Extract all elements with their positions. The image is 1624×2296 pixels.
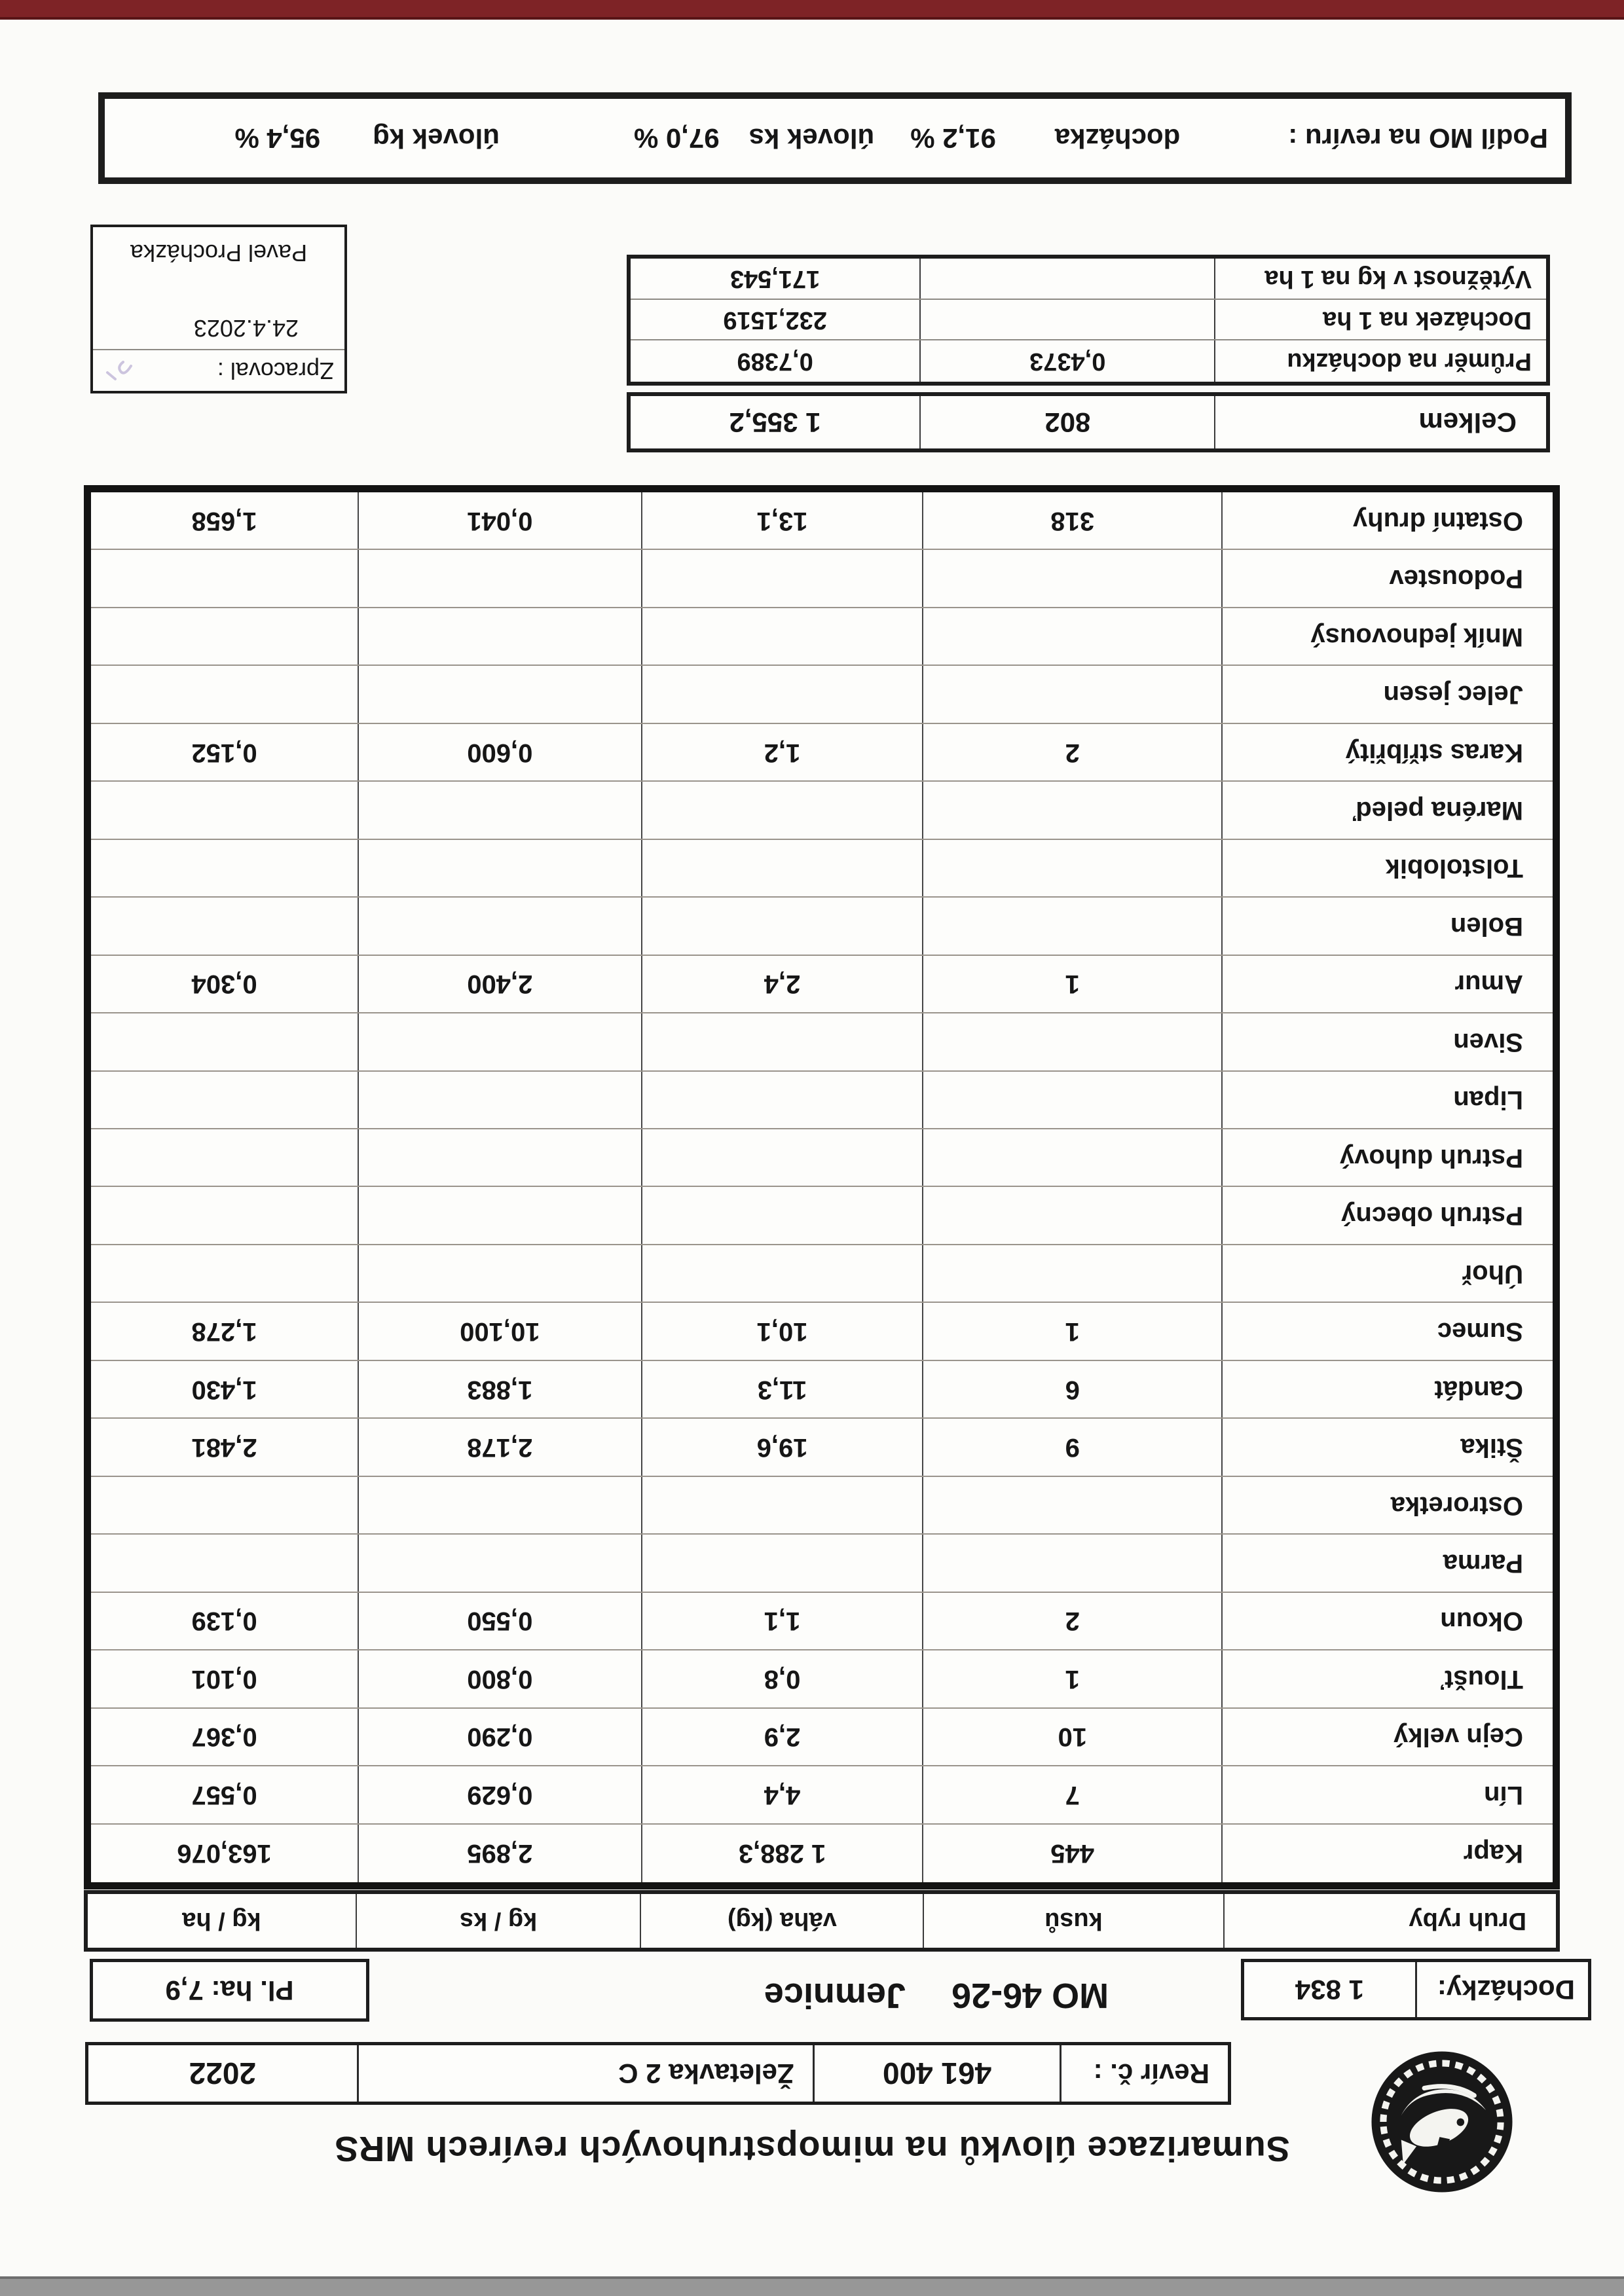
cell-druh: Pstruh obecný (1341, 1201, 1523, 1231)
mrs-fish-logo-icon (1369, 2049, 1515, 2195)
cell-kg-ks (359, 1535, 642, 1591)
col-druh-ryby: Druh ryby (1409, 1907, 1526, 1935)
cell-kg-ks: 0,041 (359, 492, 642, 549)
table-row (91, 782, 1553, 839)
celkem-kusu: 802 (921, 396, 1215, 448)
scan-edge-bottom (0, 2276, 1624, 2296)
cell-kg-ks (359, 1245, 642, 1302)
cell-kg-ks (359, 782, 642, 838)
cell-kg-ks (359, 898, 642, 954)
cell-kg-ks (359, 1072, 642, 1128)
cell-druh: Tloušť (1441, 1664, 1523, 1694)
cell-druh: Parma (1443, 1548, 1523, 1578)
cell-druh: Lín (1484, 1780, 1523, 1810)
podil-key-dochazka: docházka (1054, 123, 1181, 154)
podil-value-ulovek-ks: 97,0 % (633, 123, 720, 154)
table-row (91, 1650, 1553, 1708)
page-title: Sumarizace úlovků na mimopstruhových revírech MRS (334, 2129, 1290, 2168)
summary-row (631, 300, 1546, 341)
cell-kg-ha (91, 1477, 359, 1533)
cell-kg-ks: 2,895 (359, 1825, 642, 1882)
table-row (91, 1709, 1553, 1766)
revir-box (85, 2042, 1231, 2105)
summary-row (631, 259, 1546, 300)
cell-kg-ha (91, 608, 359, 665)
cell-kg-ks (359, 1188, 642, 1244)
cell-druh: Jelec jesen (1383, 680, 1523, 710)
cell-kusu: 1 (923, 1303, 1223, 1359)
cell-vaha: 1,2 (642, 724, 924, 780)
cell-kg-ks: 0,800 (359, 1650, 642, 1707)
cell-druh: Sumec (1437, 1317, 1523, 1347)
dochazky-value: 1 834 (1244, 1962, 1417, 2017)
cell-kusu: 7 (923, 1766, 1223, 1823)
cell-kg-ks (359, 1013, 642, 1070)
podil-key-ulovek-kg: úlovek kg (373, 123, 500, 154)
cell-druh: Karas stříbřitý (1345, 738, 1523, 767)
cell-vaha (642, 666, 924, 722)
pen-mark (102, 357, 135, 386)
cell-druh: Podoustev (1389, 564, 1523, 594)
cell-druh: Úhoř (1462, 1259, 1523, 1288)
mo-code: MO 46-26 (951, 1976, 1109, 2015)
catch-table-header (84, 1890, 1560, 1952)
cell-kusu (923, 782, 1223, 838)
table-row (91, 1361, 1553, 1419)
cell-kusu (923, 550, 1223, 606)
col-kg-ks: kg / ks (357, 1894, 642, 1948)
col-kg-ha: kg / ha (88, 1894, 357, 1948)
cell-kg-ha (91, 1129, 359, 1186)
summary-row (631, 340, 1546, 382)
cell-kg-ks: 0,290 (359, 1709, 642, 1765)
cell-kg-ha (91, 1245, 359, 1302)
cell-kusu: 9 (923, 1419, 1223, 1475)
cell-kg-ha: 1,278 (91, 1303, 359, 1359)
cell-kg-ha (91, 782, 359, 838)
cell-kg-ks (359, 840, 642, 896)
revir-label: Revír č. : (1093, 2058, 1209, 2089)
cell-kusu (923, 898, 1223, 954)
cell-kusu: 445 (923, 1825, 1223, 1882)
cell-kg-ha: 0,304 (91, 956, 359, 1012)
cell-vaha (642, 1535, 924, 1591)
cell-kusu (923, 1013, 1223, 1070)
cell-kg-ks: 0,600 (359, 724, 642, 780)
col-vaha: váha (kg) (641, 1894, 924, 1948)
cell-kusu: 2 (923, 1593, 1223, 1649)
table-row (91, 1245, 1553, 1303)
table-row (91, 1188, 1553, 1245)
cell-kg-ha (91, 1535, 359, 1591)
cell-kg-ha: 0,139 (91, 1593, 359, 1649)
cell-vaha (642, 840, 924, 896)
summary-label: Výtěžnost v kg na 1 ha (1264, 264, 1532, 293)
summary-value-ks (921, 300, 1215, 340)
celkem-row (627, 392, 1550, 452)
summary-value-ks: 0,4373 (921, 340, 1215, 382)
cell-kusu (923, 1072, 1223, 1128)
cell-kg-ks: 2,400 (359, 956, 642, 1012)
table-row (91, 1535, 1553, 1592)
cell-kusu (923, 666, 1223, 722)
cell-kusu (923, 840, 1223, 896)
cell-druh: Pstruh duhový (1339, 1143, 1523, 1173)
podil-key-ulovek-ks: úlovek ks (748, 123, 875, 154)
cell-kg-ks (359, 1477, 642, 1533)
cell-kg-ha: 1,430 (91, 1361, 359, 1417)
revir-year: 2022 (189, 2056, 256, 2090)
cell-kg-ks: 2,178 (359, 1419, 642, 1475)
cell-vaha (642, 1477, 924, 1533)
cell-kusu (923, 1535, 1223, 1591)
cell-kg-ks (359, 666, 642, 722)
table-row (91, 1072, 1553, 1129)
table-row (91, 1129, 1553, 1187)
summary-value-kg: 171,543 (631, 259, 921, 299)
zpracoval-label: Zpracoval : (217, 357, 334, 384)
cell-vaha (642, 1188, 924, 1244)
cell-druh: Bolen (1450, 911, 1523, 941)
summary-label: Docházek na 1 ha (1323, 306, 1532, 334)
table-row (91, 1593, 1553, 1650)
table-row (91, 492, 1553, 550)
cell-kg-ha: 1,658 (91, 492, 359, 549)
summary-value-kg: 232,1519 (631, 300, 921, 340)
cell-kusu (923, 1477, 1223, 1533)
cell-kg-ha (91, 1013, 359, 1070)
cell-kg-ha (91, 840, 359, 896)
table-row (91, 724, 1553, 782)
zpracoval-box (90, 225, 347, 393)
table-row (91, 666, 1553, 723)
table-row (91, 956, 1553, 1013)
cell-vaha: 11,3 (642, 1361, 924, 1417)
cell-kg-ks: 1,883 (359, 1361, 642, 1417)
mo-title (681, 1975, 1192, 2016)
summary-box (627, 255, 1550, 386)
cell-vaha: 4,4 (642, 1766, 924, 1823)
cell-kg-ha: 0,101 (91, 1650, 359, 1707)
celkem-label: Celkem (1418, 407, 1517, 438)
revir-number: 461 400 (882, 2056, 992, 2090)
cell-kg-ha (91, 666, 359, 722)
cell-vaha (642, 782, 924, 838)
cell-kusu: 318 (923, 492, 1223, 549)
cell-vaha: 2,9 (642, 1709, 924, 1765)
cell-druh: Cejn velký (1393, 1722, 1523, 1752)
cell-kusu: 2 (923, 724, 1223, 780)
cell-kg-ks (359, 550, 642, 606)
cell-vaha: 1 288,3 (642, 1825, 924, 1882)
cell-druh: Okoun (1440, 1607, 1523, 1636)
cell-vaha (642, 550, 924, 606)
cell-kg-ha (91, 550, 359, 606)
document-page (0, 17, 1624, 2279)
scan-edge-top (0, 0, 1624, 20)
revir-name: Želetavka 2 C (618, 2058, 794, 2089)
cell-vaha (642, 1072, 924, 1128)
cell-kusu: 6 (923, 1361, 1223, 1417)
zpracoval-name: Pavel Procházka (130, 240, 308, 266)
cell-druh: Mník jednovousý (1310, 622, 1523, 651)
cell-kg-ks: 0,629 (359, 1766, 642, 1823)
cell-kusu: 1 (923, 956, 1223, 1012)
cell-druh: Candát (1434, 1375, 1523, 1404)
cell-kg-ks: 0,550 (359, 1593, 642, 1649)
cell-kg-ha: 0,152 (91, 724, 359, 780)
podil-label: Podíl MO na revíru : (1288, 123, 1548, 154)
cell-vaha (642, 898, 924, 954)
cell-kg-ha: 2,481 (91, 1419, 359, 1475)
cell-vaha: 19,6 (642, 1419, 924, 1475)
cell-vaha (642, 1013, 924, 1070)
table-row (91, 1013, 1553, 1071)
cell-kusu: 1 (923, 1650, 1223, 1707)
cell-vaha: 10,1 (642, 1303, 924, 1359)
podil-value-dochazka: 91,2 % (910, 123, 996, 154)
cell-kg-ks: 10,100 (359, 1303, 642, 1359)
table-row (91, 1303, 1553, 1360)
table-row (91, 1825, 1553, 1882)
cell-druh: Amur (1454, 970, 1523, 999)
table-row (91, 840, 1553, 898)
cell-druh: Tolstolobik (1385, 854, 1523, 883)
cell-vaha (642, 1129, 924, 1186)
plocha-box: Pl. ha: 7,9 (90, 1959, 369, 2022)
cell-druh: Štika (1460, 1433, 1523, 1463)
table-row (91, 608, 1553, 666)
cell-kusu (923, 608, 1223, 665)
table-row (91, 1477, 1553, 1535)
summary-value-kg: 0,7389 (631, 340, 921, 382)
cell-kg-ks (359, 1129, 642, 1186)
podil-value-ulovek-kg: 95,4 % (234, 123, 321, 154)
catch-table-body (84, 485, 1560, 1889)
cell-vaha: 1,1 (642, 1593, 924, 1649)
cell-druh: Lipan (1453, 1085, 1523, 1115)
cell-vaha: 2,4 (642, 956, 924, 1012)
cell-kusu: 10 (923, 1709, 1223, 1765)
cell-vaha: 0,8 (642, 1650, 924, 1707)
cell-druh: Siven (1453, 1027, 1523, 1057)
cell-kg-ha: 0,557 (91, 1766, 359, 1823)
cell-kg-ha (91, 898, 359, 954)
cell-vaha: 13,1 (642, 492, 924, 549)
celkem-vaha: 1 355,2 (631, 396, 921, 448)
cell-druh: Maréna peleď (1353, 796, 1523, 826)
cell-kg-ks (359, 608, 642, 665)
cell-druh: Ostatní druhy (1352, 506, 1523, 536)
summary-label: Průměr na docházku (1287, 348, 1532, 376)
table-row (91, 898, 1553, 955)
cell-kg-ha: 0,367 (91, 1709, 359, 1765)
col-kusu: kusů (924, 1894, 1225, 1948)
cell-druh: Kapr (1463, 1839, 1523, 1868)
cell-vaha (642, 1245, 924, 1302)
dochazky-label: Docházky: (1437, 1975, 1575, 2005)
cell-vaha (642, 608, 924, 665)
table-row (91, 1766, 1553, 1824)
cell-druh: Ostroretka (1390, 1491, 1523, 1520)
dochazky-box (1241, 1959, 1591, 2020)
zpracoval-date: 24.4.2023 (193, 315, 299, 342)
cell-kg-ha (91, 1188, 359, 1244)
cell-kg-ha (91, 1072, 359, 1128)
cell-kusu (923, 1245, 1223, 1302)
rotated-document (0, 17, 1624, 2279)
cell-kg-ha: 163,076 (91, 1825, 359, 1882)
cell-kusu (923, 1129, 1223, 1186)
mo-place: Jemnice (764, 1976, 906, 2015)
table-row (91, 1419, 1553, 1476)
podil-bar (98, 92, 1572, 184)
cell-kusu (923, 1188, 1223, 1244)
summary-value-ks (921, 259, 1215, 299)
table-row (91, 550, 1553, 608)
